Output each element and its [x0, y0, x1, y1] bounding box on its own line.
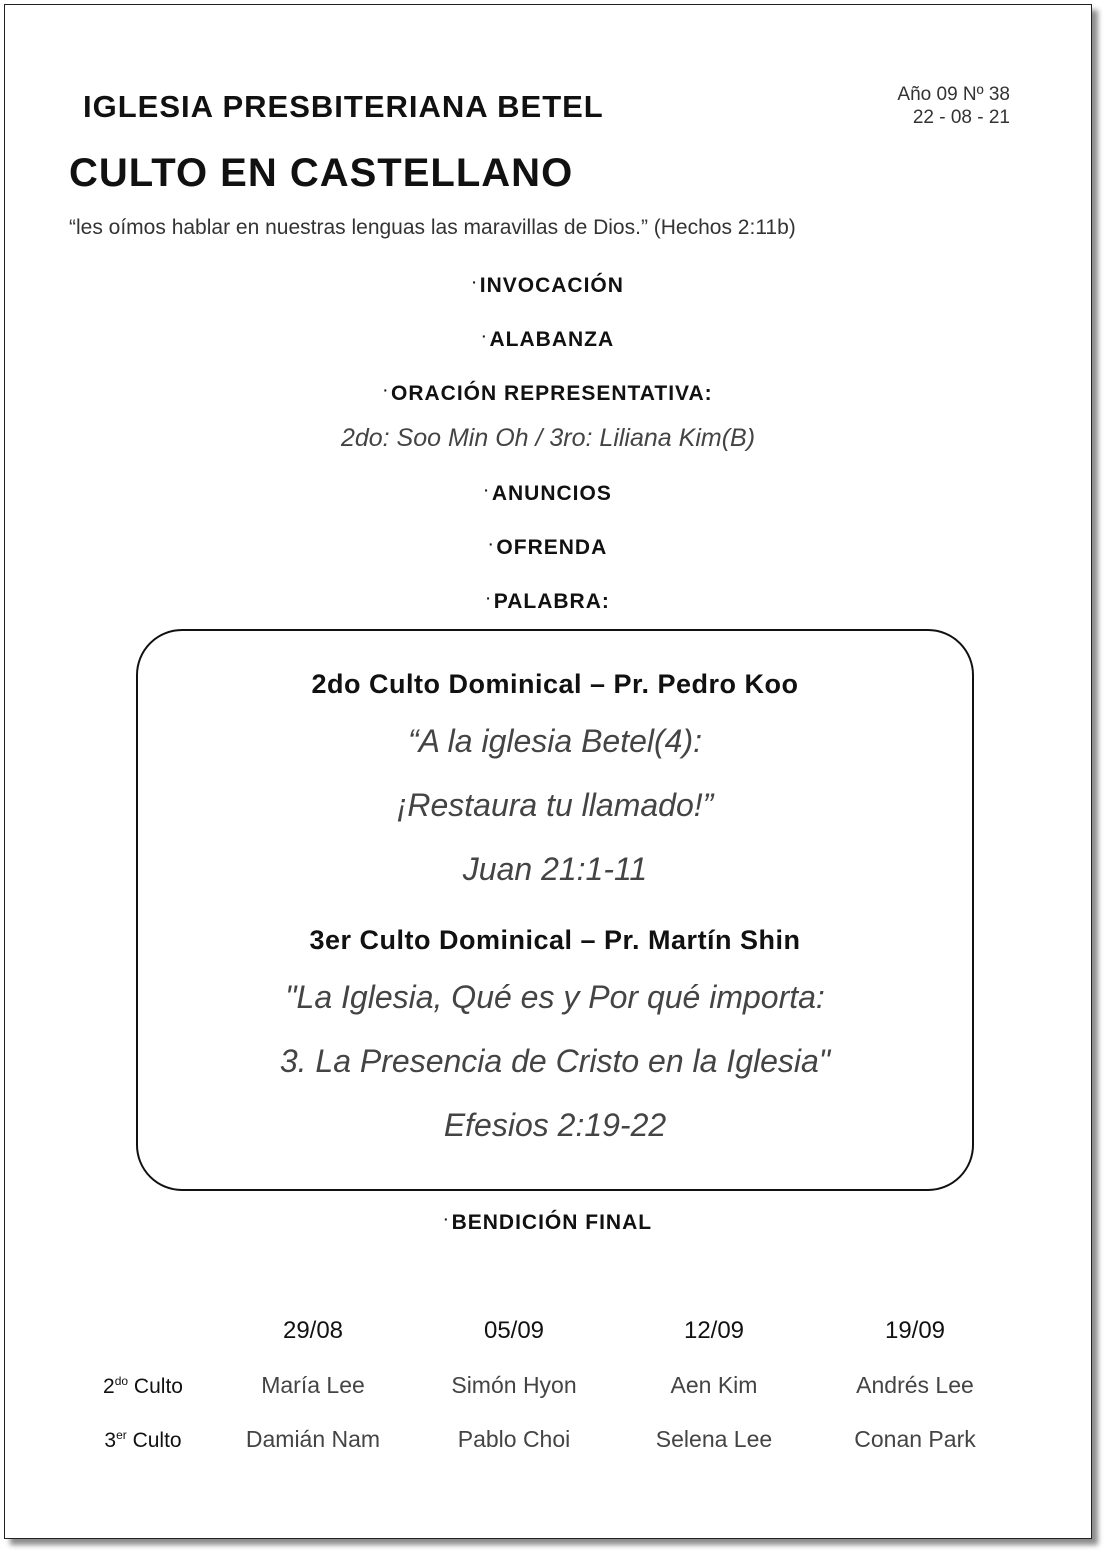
sermon-heading-3er: 3er Culto Dominical – Pr. Martín Shin	[309, 925, 801, 955]
schedule-row-label-2do	[83, 1374, 203, 1399]
order-label: ALABANZA	[489, 328, 615, 351]
sermon-title-3er-line2: 3. La Presencia de Cristo en la Iglesia"	[279, 1043, 831, 1079]
church-name: IGLESIA PRESBITERIANA BETEL	[83, 89, 604, 124]
bullet-dot: ·	[484, 482, 490, 498]
order-item-praise	[5, 319, 1091, 373]
row-num: 3	[104, 1429, 117, 1452]
order-label: ANUNCIOS	[491, 482, 612, 505]
order-item-offering	[5, 527, 1091, 581]
row-label: Culto	[126, 1429, 182, 1452]
bullet-dot: ·	[443, 1211, 450, 1227]
sermon-reference-3er: Efesios 2:19-22	[443, 1107, 667, 1143]
issue-number: Año 09 Nº 38	[897, 84, 1010, 105]
sermon-title-2do-line2: ¡Restaura tu llamado!”	[396, 787, 714, 823]
schedule-row-label-3er	[83, 1428, 203, 1453]
order-item-blessing	[5, 1211, 1091, 1235]
schedule-date: 19/09	[884, 1317, 946, 1344]
bullet-dot: ·	[472, 274, 478, 290]
bullet-dot: ·	[383, 382, 389, 398]
bullet-dot: ·	[486, 590, 492, 606]
schedule-name: Simón Hyon	[451, 1372, 577, 1398]
schedule-name: Conan Park	[854, 1426, 976, 1452]
schedule-name: María Lee	[261, 1372, 365, 1398]
issue-info	[805, 83, 1010, 129]
row-suffix: er	[116, 1428, 127, 1442]
motto-verse: “les oímos hablar en nuestras lenguas las maravillas de Dios.” (Hechos 2:11b)	[69, 216, 796, 239]
sermon-reference-2do: Juan 21:1-11	[462, 851, 648, 887]
order-label: OFRENDA	[496, 536, 608, 559]
row-suffix: do	[114, 1374, 129, 1388]
sermon-box	[136, 629, 974, 1191]
schedule-date: 29/08	[282, 1317, 344, 1344]
order-label: INVOCACIÓN	[479, 274, 624, 297]
bullet-dot: ·	[481, 328, 488, 344]
order-item-word	[5, 581, 1091, 635]
row-num: 2	[103, 1375, 115, 1398]
sermon-title-2do-line1: “A la iglesia Betel(4):	[407, 723, 703, 759]
order-item-prayer	[5, 373, 1091, 427]
row-label: Culto	[128, 1375, 183, 1398]
service-title: CULTO EN CASTELLANO	[69, 151, 574, 195]
schedule-name: Aen Kim	[670, 1372, 758, 1398]
order-label: BENDICIÓN FINAL	[451, 1211, 653, 1234]
order-label: ORACIÓN REPRESENTATIVA:	[390, 382, 713, 405]
order-item-announcements	[5, 473, 1091, 527]
schedule-date: 12/09	[683, 1317, 745, 1344]
bulletin-page	[4, 4, 1092, 1539]
schedule-name: Damián Nam	[245, 1426, 381, 1452]
sermon-title-3er-line1: "La Iglesia, Qué es y Por qué importa:	[285, 979, 825, 1015]
schedule-name: Selena Lee	[655, 1426, 773, 1452]
schedule-name: Pablo Choi	[457, 1426, 571, 1452]
prayer-leaders: 2do: Soo Min Oh / 3ro: Liliana Kim(B)	[340, 424, 756, 452]
schedule-date: 05/09	[483, 1317, 545, 1344]
issue-date: 22 - 08 - 21	[912, 107, 1010, 128]
order-of-service	[5, 265, 1091, 635]
order-label: PALABRA:	[493, 590, 610, 613]
order-item-invocation	[5, 265, 1091, 319]
sermon-heading-2do: 2do Culto Dominical – Pr. Pedro Koo	[311, 669, 799, 699]
bullet-dot: ·	[488, 536, 495, 552]
schedule-name: Andrés Lee	[856, 1372, 974, 1398]
